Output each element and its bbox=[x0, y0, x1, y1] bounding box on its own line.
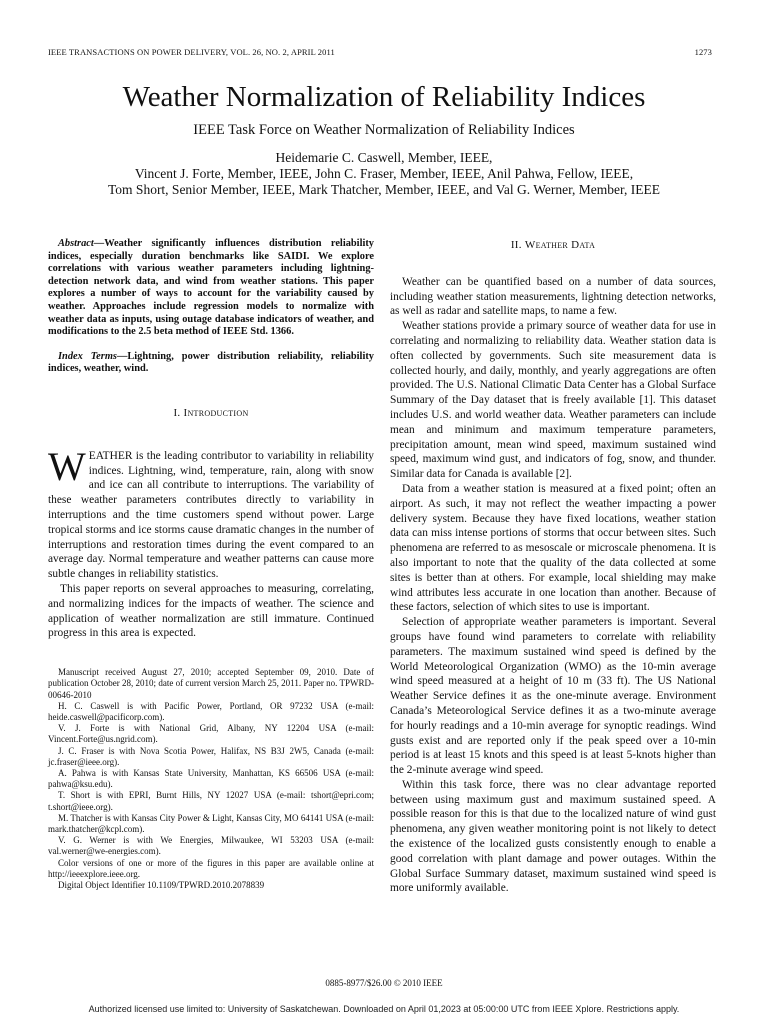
weather-paragraph: Data from a weather station is measured at a fixed point; often an airport. As such, it may not reflect the weather impacting a power delivery system. Because they have fixed locations, weather station data can miss intense portions of storms that occur between sites. Such phenomena are referred to as mesoscale or microscale phenomena. It is also important to note that the quality of the data collected at some sites is better than at others. For example, local shielding may make wind attributes less accurate in one location than another. Because of these factors, selection of which sites to use is important. bbox=[390, 482, 716, 614]
abstract-label: Abstract bbox=[58, 238, 94, 249]
copyright-notice: 0885-8977/$26.00 © 2010 IEEE bbox=[325, 978, 443, 988]
index-terms-label: Index Terms bbox=[58, 350, 117, 362]
author-line-1: Heidemarie C. Caswell, Member, IEEE, bbox=[275, 150, 493, 165]
running-header: IEEE TRANSACTIONS ON POWER DELIVERY, VOL. 26, NO. 2, APRIL 2011 bbox=[48, 47, 335, 57]
section-number: I. bbox=[173, 406, 181, 419]
intro-paragraph-1 bbox=[48, 443, 374, 582]
abstract-text: —Weather significantly influences distribution reliability indices, especially duration benchmarks like SAIDI. We explore correlations with various weather parameters including lightning-detection network data, and wind from weather stations. This paper explores a number of ways to account for the variability caused by weather. Approaches include regression models to normalize with weather data as inputs, using outage database indicators of weather, and modifications to the 2.5 beta method of IEEE Std. 1366. bbox=[48, 238, 374, 338]
section-heading-weather-data bbox=[390, 238, 716, 253]
intro-paragraph-1-text: EATHER is the leading contributor to variability in reliability indices. Lightning, wind, temperature, rain, along with snow and ice can all contribute to interruptions. The variability of these weather parameters contributes directly to variability in interruptions and the time customers spend without power. Large tropical storms and ice storms cause dramatic changes in the number of interruptions and restoration times during the event compared to an average day. Normal temperature and weather patterns can cause more subtle changes in reliability statistics. bbox=[48, 449, 374, 581]
footnote: V. G. Werner is with We Energies, Milwaukee, WI 53203 USA (e-mail: val.werner@we-energies.com). bbox=[48, 835, 374, 857]
author-line-2: Vincent J. Forte, Member, IEEE, John C. Fraser, Member, IEEE, Anil Pahwa, Fellow, IEEE, bbox=[134, 166, 634, 181]
footnotes bbox=[48, 667, 374, 891]
footnote: Manuscript received August 27, 2010; accepted September 09, 2010. Date of publication October 28, 2010; date of current version March 25, 2011. Paper no. TPWRD-00646-2010 bbox=[48, 667, 374, 700]
page-number: 1273 bbox=[694, 47, 712, 57]
weather-paragraph: Weather can be quantified based on a number of data sources, including weather station measurements, lightning detection networks, as well as radar and satellite maps, to name a few. bbox=[390, 275, 716, 318]
section-heading-introduction bbox=[48, 406, 374, 421]
abstract bbox=[48, 238, 374, 339]
index-terms bbox=[48, 351, 374, 376]
footnote: H. C. Caswell is with Pacific Power, Portland, OR 97232 USA (e-mail: heide.caswell@pacificorp.com). bbox=[48, 700, 374, 722]
weather-paragraph: Weather stations provide a primary source of weather data for use in correlating and normalizing to reliability data. Weather station data is often collected by governments. Such site measurement data is collected hourly, and daily, monthly, and yearly aggregations are often provided. The U.S. National Climatic Data Center has a Global Surface Summary of the Day dataset that is freely available [1]. This dataset includes U.S. and world weather data. Weather parameters can include mean and minimum and maximum temperature parameters, precipitation amount, mean wind speed, maximum sustained wind speed, maximum wind gust, and indicators of fog, snow, and thunder. Similar data for Canada is available [2]. bbox=[390, 320, 716, 481]
footnote: Color versions of one or more of the figures in this paper are available online at http://ieeexplore.ieee.org. bbox=[48, 857, 374, 879]
right-column bbox=[390, 238, 716, 896]
author-line-3: Tom Short, Senior Member, IEEE, Mark Thatcher, Member, IEEE, and Val G. Werner, Member, IEEE bbox=[108, 182, 660, 197]
left-column bbox=[48, 238, 374, 891]
footnote: Digital Object Identifier 10.1109/TPWRD.2010.2078839 bbox=[58, 879, 265, 890]
section-title: Introduction bbox=[183, 406, 249, 419]
license-footer: Authorized licensed use limited to: University of Saskatchewan. Downloaded on April 01,2023 at 05:00:00 UTC from IEEE Xplore. Restrictions apply. bbox=[88, 1004, 680, 1014]
section-number: II. bbox=[510, 239, 522, 251]
intro-paragraph-2: This paper reports on several approaches to measuring, correlating, and normalizing indices for the impacts of weather. The science and application of weather normalization are still immature. Continued progress in this area is expected. bbox=[48, 582, 374, 640]
index-terms-text: —Lightning, power distribution reliability, reliability indices, weather, wind. bbox=[48, 350, 374, 375]
drop-cap: W bbox=[48, 443, 86, 489]
footnote: A. Pahwa is with Kansas State University, Manhattan, KS 66506 USA (e-mail: pahwa@ksu.edu). bbox=[48, 767, 374, 790]
paper-title: Weather Normalization of Reliability Indices bbox=[122, 81, 646, 113]
footnote: V. J. Forte is with National Grid, Albany, NY 12204 USA (e-mail: Vincent.Forte@us.ngrid.com). bbox=[48, 723, 374, 745]
section-title: Weather Data bbox=[524, 239, 596, 251]
footnote: T. Short is with EPRI, Burnt Hills, NY 12027 USA (e-mail: tshort@epri.com; t.short@ieee.org). bbox=[48, 790, 374, 812]
weather-paragraph: Selection of appropriate weather parameters is important. Several groups have found wind parameters to correlate with reliability parameters. The maximum sustained wind speed is defined by the World Meteorological Organization (WMO) as the 10-min average wind speed measured at a height of 10 m (33 ft). The US National Weather Service defines it as the one-minute average. Environment Canada’s Meteorological Service defines it as a two-minute average for hourly readings and a 10-min average for synoptic readings. Wind gusts exist and are reported only if the peak speed over a 10-min period is at least 15 knots and this speed is at least 5-knots higher than the 2-minute average wind speed. bbox=[390, 616, 716, 777]
footnote: M. Thatcher is with Kansas City Power & Light, Kansas City, MO 64141 USA (e-mail: mark.thatcher@kcpl.com). bbox=[48, 812, 374, 834]
footnote: J. C. Fraser is with Nova Scotia Power, Halifax, NS B3J 2W5, Canada (e-mail: jc.fraser@ieee.org). bbox=[48, 745, 374, 767]
weather-paragraph: Within this task force, there was no clear advantage reported between using maximum gust and maximum sustained speed. A possible reason for this is that due to the localized nature of wind gust phenomena, any given weather monitoring point is not likely to detect the existence of the localized gusts consistently enough to enable a good correlation with plant damage and power outages. Within the Global Surface Summary dataset, maximum sustained wind speed is more uniformly available. bbox=[390, 778, 716, 895]
paper-subtitle: IEEE Task Force on Weather Normalization of Reliability Indices bbox=[193, 122, 575, 138]
